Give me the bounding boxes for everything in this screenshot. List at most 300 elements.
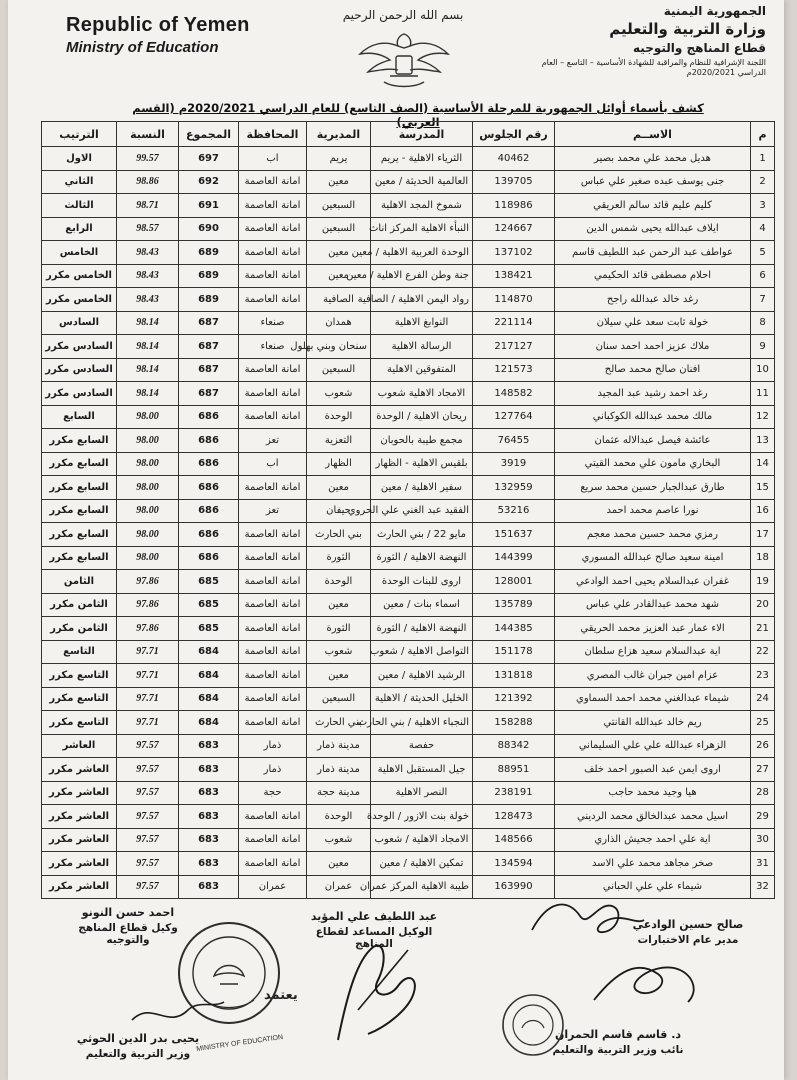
cell-seat-number: 121392 — [473, 687, 555, 711]
cell-school: النهضة الاهلية / الثورة — [371, 546, 473, 570]
cell-index: 22 — [751, 640, 775, 664]
sector-name: قطاع المناهج والتوجيه — [633, 41, 766, 55]
cell-school: النجباء الاهلية / بني الحارث — [371, 711, 473, 735]
cell-percentage: 98.57 — [117, 217, 179, 241]
cell-name: غفران عبدالسلام يحيى احمد الوادعي — [555, 570, 751, 594]
cell-name: البخاري مامون علي محمد القيتي — [555, 452, 751, 476]
cell-rank: السابع مكرر — [42, 429, 117, 453]
cell-index: 4 — [751, 217, 775, 241]
cell-directorate: السبعين — [307, 217, 371, 241]
cell-school: العالمية الحديثة / معين — [371, 170, 473, 194]
approval-label: يعتمد — [264, 988, 298, 1003]
cell-directorate: مدينة ذمار — [307, 734, 371, 758]
cell-rank: التاسع مكرر — [42, 687, 117, 711]
cell-index: 17 — [751, 523, 775, 547]
cell-directorate: السبعين — [307, 687, 371, 711]
cell-seat-number: 221114 — [473, 311, 555, 335]
cell-index: 3 — [751, 194, 775, 218]
table-row — [42, 523, 775, 547]
cell-total: 686 — [179, 429, 239, 453]
signatory-title: وزير التربية والتعليم — [85, 1048, 191, 1060]
cell-name: الزهراء عبدالله علي علي السليماني — [555, 734, 751, 758]
cell-name: شيماء علي علي الحباني — [555, 875, 751, 899]
cell-name: عزام امين جبران غالب المصري — [555, 664, 751, 688]
cell-seat-number: 40462 — [473, 147, 555, 171]
country-name-ar: الجمهورية اليمنية — [663, 4, 766, 18]
ministry-name-ar: وزارة التربية والتعليم — [609, 20, 766, 38]
cell-percentage: 98.00 — [117, 476, 179, 500]
cell-total: 686 — [179, 523, 239, 547]
cell-governorate: امانة العاصمة — [239, 264, 307, 288]
signature-left-top — [68, 906, 188, 946]
cell-directorate: الثورة — [307, 546, 371, 570]
cell-governorate: تعز — [239, 499, 307, 523]
cell-school: خولة بنت الازور / الوحدة — [371, 805, 473, 829]
cell-governorate: امانة العاصمة — [239, 687, 307, 711]
cell-governorate: ذمار — [239, 734, 307, 758]
table-row — [42, 405, 775, 429]
cell-governorate: اب — [239, 452, 307, 476]
table-body — [42, 147, 775, 899]
cell-percentage: 98.43 — [117, 241, 179, 265]
cell-percentage: 97.57 — [117, 852, 179, 876]
ministry-name-en: Ministry of Education — [66, 39, 219, 56]
cell-school: المتفوقين الاهلية — [371, 358, 473, 382]
cell-name: كليم عليم قائد سالم العريقي — [555, 194, 751, 218]
col-header-index: م — [751, 122, 775, 147]
cell-percentage: 97.57 — [117, 805, 179, 829]
col-header-percentage: النسبة — [117, 122, 179, 147]
cell-governorate: امانة العاصمة — [239, 358, 307, 382]
cell-rank: السابع مكرر — [42, 452, 117, 476]
cell-percentage: 97.71 — [117, 687, 179, 711]
cell-governorate: امانة العاصمة — [239, 570, 307, 594]
header-english — [66, 14, 250, 56]
cell-directorate: بني الحارث — [307, 523, 371, 547]
cell-governorate: امانة العاصمة — [239, 828, 307, 852]
document-sheet — [8, 0, 784, 1080]
cell-seat-number: 118986 — [473, 194, 555, 218]
col-header-seat-number: رقم الجلوس — [473, 122, 555, 147]
cell-school: شموخ المجد الاهلية — [371, 194, 473, 218]
cell-total: 689 — [179, 264, 239, 288]
cell-percentage: 98.86 — [117, 170, 179, 194]
table-row — [42, 875, 775, 899]
cell-directorate: الثورة — [307, 617, 371, 641]
cell-total: 684 — [179, 640, 239, 664]
cell-seat-number: 151178 — [473, 640, 555, 664]
signatory-name: صالح حسين الوادعي — [632, 918, 744, 931]
cell-total: 685 — [179, 570, 239, 594]
cell-directorate: معين — [307, 852, 371, 876]
cell-name: رغد احمد رشيد عبد المجيد — [555, 382, 751, 406]
cell-rank: الثامن مكرر — [42, 617, 117, 641]
cell-index: 16 — [751, 499, 775, 523]
seal-text: MINISTRY OF EDUCATION — [195, 1033, 284, 1054]
cell-school: النوابغ الاهلية — [371, 311, 473, 335]
cell-index: 13 — [751, 429, 775, 453]
cell-school: النصر الاهلية — [371, 781, 473, 805]
cell-seat-number: 88342 — [473, 734, 555, 758]
table-row — [42, 711, 775, 735]
cell-total: 683 — [179, 781, 239, 805]
cell-directorate: عمران — [307, 875, 371, 899]
cell-name: شيماء عبدالغني محمد احمد السماوي — [555, 687, 751, 711]
cell-total: 683 — [179, 805, 239, 829]
cell-name: اية عبدالسلام سعيد هزاع سلطان — [555, 640, 751, 664]
cell-name: ايلاف عبدالله يحيى شمس الدين — [555, 217, 751, 241]
cell-total: 686 — [179, 476, 239, 500]
cell-index: 25 — [751, 711, 775, 735]
cell-governorate: تعز — [239, 429, 307, 453]
cell-directorate: شعوب — [307, 640, 371, 664]
table-row — [42, 382, 775, 406]
cell-total: 689 — [179, 241, 239, 265]
cell-index: 19 — [751, 570, 775, 594]
cell-rank: السابع مكرر — [42, 476, 117, 500]
cell-school: اروى للبنات الوحدة — [371, 570, 473, 594]
basmala: بسم الله الرحمن الرحيم — [342, 8, 464, 22]
cell-name: صخر مجاهد محمد علي الاسد — [555, 852, 751, 876]
table-row — [42, 429, 775, 453]
table-row — [42, 852, 775, 876]
cell-seat-number: 144399 — [473, 546, 555, 570]
cell-seat-number: 128001 — [473, 570, 555, 594]
cell-percentage: 98.00 — [117, 546, 179, 570]
cell-total: 686 — [179, 452, 239, 476]
cell-name: الاء عمار عبد العزيز محمد الحريقي — [555, 617, 751, 641]
table-row — [42, 170, 775, 194]
table-row — [42, 264, 775, 288]
signatory-title: الوكيل المساعد لقطاع المناهج — [315, 926, 433, 950]
handwritten-signature-icon — [128, 990, 228, 1040]
cell-name: هيا وجيد محمد حاجب — [555, 781, 751, 805]
cell-school: رواد اليمن الاهلية / الصافية — [371, 288, 473, 312]
cell-seat-number: 135789 — [473, 593, 555, 617]
cell-rank: العاشر مكرر — [42, 781, 117, 805]
table-row — [42, 687, 775, 711]
cell-governorate: ذمار — [239, 758, 307, 782]
cell-school: تمكين الاهلية / معين — [371, 852, 473, 876]
cell-index: 21 — [751, 617, 775, 641]
table-row — [42, 241, 775, 265]
cell-rank: العاشر — [42, 734, 117, 758]
cell-percentage: 98.71 — [117, 194, 179, 218]
table-row — [42, 476, 775, 500]
col-header-name: الاســم — [555, 122, 751, 147]
cell-name: اية علي احمد جحيش الذاري — [555, 828, 751, 852]
cell-directorate: الظهار — [307, 452, 371, 476]
cell-percentage: 97.57 — [117, 734, 179, 758]
cell-rank: السابع — [42, 405, 117, 429]
cell-index: 31 — [751, 852, 775, 876]
table-row — [42, 499, 775, 523]
handwritten-signature-icon — [328, 930, 438, 1050]
cell-directorate: معين — [307, 476, 371, 500]
cell-index: 30 — [751, 828, 775, 852]
cell-name: جنى يوسف عبده صغير علي عباس — [555, 170, 751, 194]
cell-rank: السابع مكرر — [42, 499, 117, 523]
cell-rank: العاشر مكرر — [42, 805, 117, 829]
cell-directorate: سنحان وبني بهلول — [307, 335, 371, 359]
cell-governorate: صنعاء — [239, 335, 307, 359]
round-stamp-icon — [498, 990, 568, 1060]
cell-seat-number: 121573 — [473, 358, 555, 382]
col-header-rank: الترتيب — [42, 122, 117, 147]
cell-school: جيل المستقبل الاهلية — [371, 758, 473, 782]
cell-percentage: 97.71 — [117, 711, 179, 735]
cell-school: جنة وطن الفرع الاهلية / معين — [371, 264, 473, 288]
signatory-name: عبد اللطيف علي المؤيد — [310, 910, 438, 923]
cell-name: افنان صالح محمد صالح — [555, 358, 751, 382]
cell-directorate: معين — [307, 593, 371, 617]
cell-school: مجمع طيبة بالحوبان — [371, 429, 473, 453]
cell-rank: التاسع مكرر — [42, 664, 117, 688]
cell-school: طيبة الاهلية المركز عمران — [371, 875, 473, 899]
cell-rank: السابع مكرر — [42, 546, 117, 570]
cell-seat-number: 148566 — [473, 828, 555, 852]
cell-school: النبأء الاهلية المركز اناث — [371, 217, 473, 241]
cell-seat-number: 238191 — [473, 781, 555, 805]
cell-school: الفقيد عبد الغني علي الحروي — [371, 499, 473, 523]
cell-school: مايو 22 / بني الحارث — [371, 523, 473, 547]
cell-seat-number: 148582 — [473, 382, 555, 406]
committee-name: اللجنة الإشرافية للنظام والمراقبة للشهادة الأساسية – التاسع – العام — [541, 58, 766, 67]
cell-seat-number: 151637 — [473, 523, 555, 547]
cell-name: امينة سعيد صالح عبدالله المسوري — [555, 546, 751, 570]
cell-seat-number: 144385 — [473, 617, 555, 641]
table-row — [42, 311, 775, 335]
cell-index: 7 — [751, 288, 775, 312]
cell-directorate: يريم — [307, 147, 371, 171]
cell-total: 686 — [179, 499, 239, 523]
cell-total: 686 — [179, 546, 239, 570]
cell-rank: السادس مكرر — [42, 335, 117, 359]
cell-school: بلقيس الاهلية - الظهار — [371, 452, 473, 476]
cell-school: اسماء بنات / معين — [371, 593, 473, 617]
cell-index: 9 — [751, 335, 775, 359]
cell-seat-number: 114870 — [473, 288, 555, 312]
cell-governorate: امانة العاصمة — [239, 405, 307, 429]
cell-seat-number: 163990 — [473, 875, 555, 899]
cell-name: ريم خالد عبدالله القانتي — [555, 711, 751, 735]
cell-seat-number: 134594 — [473, 852, 555, 876]
cell-seat-number: 127764 — [473, 405, 555, 429]
cell-directorate: الوحدة — [307, 570, 371, 594]
table-row — [42, 664, 775, 688]
cell-name: اروى ايمن عبد الصبور احمد خلف — [555, 758, 751, 782]
cell-directorate: السبعين — [307, 194, 371, 218]
cell-total: 687 — [179, 382, 239, 406]
cell-rank: الخامس — [42, 241, 117, 265]
table-row — [42, 570, 775, 594]
cell-name: مالك محمد عبدالله الكوكباني — [555, 405, 751, 429]
cell-directorate: معين — [307, 170, 371, 194]
cell-governorate: امانة العاصمة — [239, 593, 307, 617]
cell-governorate: امانة العاصمة — [239, 382, 307, 406]
cell-directorate: حيفان — [307, 499, 371, 523]
cell-school: ريحان الاهلية / الوحدة — [371, 405, 473, 429]
table-row — [42, 335, 775, 359]
cell-total: 691 — [179, 194, 239, 218]
cell-total: 687 — [179, 358, 239, 382]
cell-total: 689 — [179, 288, 239, 312]
cell-seat-number: 76455 — [473, 429, 555, 453]
cell-name: طارق عبدالجبار حسين محمد سريع — [555, 476, 751, 500]
cell-index: 24 — [751, 687, 775, 711]
cell-seat-number: 138421 — [473, 264, 555, 288]
cell-seat-number: 131818 — [473, 664, 555, 688]
cell-school: التواصل الاهلية / شعوب — [371, 640, 473, 664]
cell-total: 684 — [179, 664, 239, 688]
cell-total: 683 — [179, 828, 239, 852]
cell-total: 683 — [179, 852, 239, 876]
cell-total: 687 — [179, 311, 239, 335]
cell-rank: التاسع مكرر — [42, 711, 117, 735]
cell-directorate: السبعين — [307, 358, 371, 382]
cell-school: الامجاد الاهلية / شعوب — [371, 828, 473, 852]
header-arabic — [542, 4, 766, 77]
cell-seat-number: 158288 — [473, 711, 555, 735]
cell-rank: العاشر مكرر — [42, 828, 117, 852]
cell-total: 683 — [179, 734, 239, 758]
cell-seat-number: 53216 — [473, 499, 555, 523]
cell-governorate: امانة العاصمة — [239, 617, 307, 641]
cell-governorate: صنعاء — [239, 311, 307, 335]
cell-percentage: 97.57 — [117, 875, 179, 899]
cell-seat-number: 139705 — [473, 170, 555, 194]
cell-rank: السادس مكرر — [42, 382, 117, 406]
cell-percentage: 97.71 — [117, 664, 179, 688]
cell-directorate: همدان — [307, 311, 371, 335]
academic-year: الدراسي 2020/2021م — [686, 68, 766, 77]
cell-governorate: امانة العاصمة — [239, 711, 307, 735]
cell-rank: الخامس مكرر — [42, 288, 117, 312]
signatory-name: يحيى بدر الدين الحوثي — [76, 1032, 200, 1045]
handwritten-signature-icon — [588, 940, 708, 1020]
cell-total: 690 — [179, 217, 239, 241]
cell-directorate: الصافية — [307, 288, 371, 312]
cell-total: 683 — [179, 758, 239, 782]
cell-rank: التاسع — [42, 640, 117, 664]
cell-governorate: امانة العاصمة — [239, 288, 307, 312]
cell-total: 683 — [179, 875, 239, 899]
cell-name: عائشة فيصل عبدالاله عثمان — [555, 429, 751, 453]
cell-directorate: الوحدة — [307, 405, 371, 429]
table-row — [42, 617, 775, 641]
cell-governorate: امانة العاصمة — [239, 217, 307, 241]
cell-rank: الثامن مكرر — [42, 593, 117, 617]
cell-rank: الثالث — [42, 194, 117, 218]
yemen-eagle-emblem — [354, 26, 454, 96]
cell-index: 20 — [751, 593, 775, 617]
cell-rank: الثاني — [42, 170, 117, 194]
cell-percentage: 98.14 — [117, 382, 179, 406]
signatory-title: وكيل قطاع المناهج والتوجيه — [78, 922, 178, 946]
table-row — [42, 288, 775, 312]
table-row — [42, 758, 775, 782]
cell-index: 12 — [751, 405, 775, 429]
table-row — [42, 640, 775, 664]
cell-index: 2 — [751, 170, 775, 194]
table-row — [42, 217, 775, 241]
cell-rank: العاشر مكرر — [42, 875, 117, 899]
cell-governorate: امانة العاصمة — [239, 664, 307, 688]
cell-governorate: امانة العاصمة — [239, 805, 307, 829]
cell-directorate: معين — [307, 264, 371, 288]
cell-rank: السابع مكرر — [42, 523, 117, 547]
cell-governorate: امانة العاصمة — [239, 170, 307, 194]
cell-seat-number: 124667 — [473, 217, 555, 241]
table-row — [42, 194, 775, 218]
cell-name: احلام مصطفى قائد الحكيمي — [555, 264, 751, 288]
signatory-title: مدير عام الاختبارات — [637, 934, 739, 946]
cell-directorate: بني الحارث — [307, 711, 371, 735]
cell-governorate: اب — [239, 147, 307, 171]
cell-percentage: 97.57 — [117, 781, 179, 805]
cell-rank: الخامس مكرر — [42, 264, 117, 288]
cell-seat-number: 3919 — [473, 452, 555, 476]
table-row — [42, 593, 775, 617]
cell-school: الثرياء الاهلية - يريم — [371, 147, 473, 171]
cell-directorate: شعوب — [307, 382, 371, 406]
cell-school: الامجاد الاهلية شعوب — [371, 382, 473, 406]
document-title: كشف بأسماء أوائل الجمهورية للمرحلة الأساسية (الصف التاسع) للعام الدراسي 2020/2021م (القسم العربي) — [132, 101, 704, 129]
cell-index: 23 — [751, 664, 775, 688]
cell-rank: السادس مكرر — [42, 358, 117, 382]
cell-name: ملاك عزيز احمد احمد سنان — [555, 335, 751, 359]
cell-index: 10 — [751, 358, 775, 382]
table-row — [42, 546, 775, 570]
cell-index: 6 — [751, 264, 775, 288]
cell-percentage: 98.14 — [117, 311, 179, 335]
cell-governorate: امانة العاصمة — [239, 852, 307, 876]
cell-percentage: 98.00 — [117, 452, 179, 476]
cell-index: 11 — [751, 382, 775, 406]
signatory-title: نائب وزير التربية والتعليم — [552, 1044, 684, 1056]
cell-total: 684 — [179, 687, 239, 711]
cell-governorate: امانة العاصمة — [239, 194, 307, 218]
cell-name: هديل محمد علي محمد بصير — [555, 147, 751, 171]
cell-percentage: 97.86 — [117, 617, 179, 641]
col-header-governorate: المحافظة — [239, 122, 307, 147]
cell-school: الوحدة العربية الاهلية / معين — [371, 241, 473, 265]
cell-percentage: 98.00 — [117, 429, 179, 453]
cell-rank: السادس — [42, 311, 117, 335]
cell-total: 685 — [179, 617, 239, 641]
cell-directorate: التعزية — [307, 429, 371, 453]
cell-total: 685 — [179, 593, 239, 617]
country-name-en: Republic of Yemen — [66, 14, 250, 36]
cell-school: الخليل الحديثة / الاهلية — [371, 687, 473, 711]
cell-index: 1 — [751, 147, 775, 171]
table-row — [42, 147, 775, 171]
cell-rank: العاشر مكرر — [42, 852, 117, 876]
cell-index: 29 — [751, 805, 775, 829]
col-header-total: المجموع — [179, 122, 239, 147]
cell-index: 18 — [751, 546, 775, 570]
cell-directorate: معين — [307, 664, 371, 688]
cell-index: 28 — [751, 781, 775, 805]
results-table — [41, 121, 775, 899]
cell-directorate: مدينة حجة — [307, 781, 371, 805]
cell-percentage: 98.00 — [117, 405, 179, 429]
cell-percentage: 98.43 — [117, 264, 179, 288]
col-header-school: المدرسة — [371, 122, 473, 147]
cell-name: نورا عاصم محمد احمد — [555, 499, 751, 523]
cell-seat-number: 88951 — [473, 758, 555, 782]
cell-total: 686 — [179, 405, 239, 429]
